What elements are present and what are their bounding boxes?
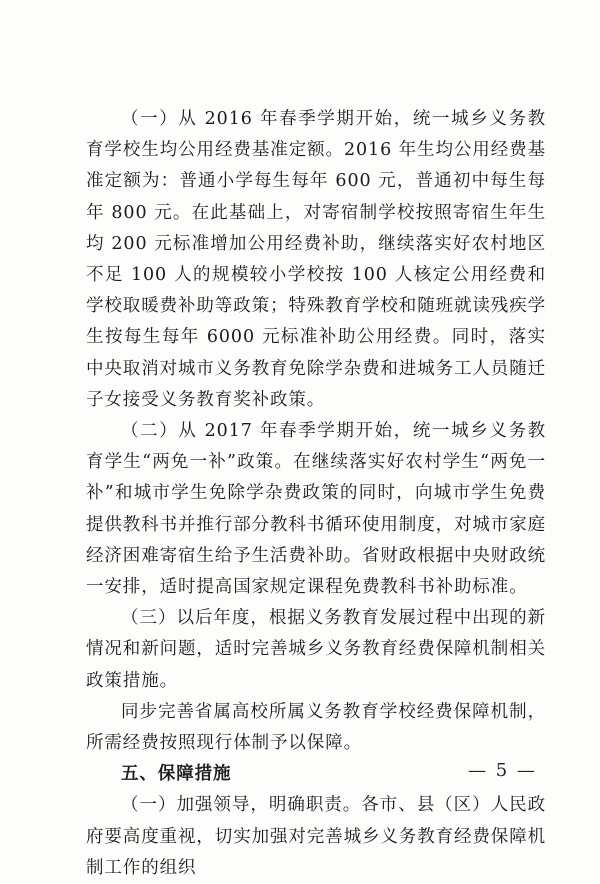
paragraph-future-years: （三）以后年度，根据义务教育发展过程中出现的新情况和新问题，适时完善城乡义务教育经费保障机制相关政策措施。 bbox=[86, 608, 546, 691]
section-heading-safeguards: 五、保障措施 bbox=[121, 764, 232, 785]
paragraph-two-exemptions: （二）从 2017 年春季学期开始，统一城乡义务教育学生“两免一补”政策。在继续落实好农村学生“两免一补”和城市学生免除学杂费政策的同时，向城市学生免费提供教科书并推行部分教科书循环使用制度，对城市家庭经济困难寄宿生给予生活费补助。省财政根据中央财政统一安排，适时提高国家规定课程免费教科书补助标准。 bbox=[86, 421, 546, 598]
page-number: — 5 — bbox=[468, 760, 537, 781]
paragraph-leadership: （一）加强领导，明确职责。各市、县（区）人民政府要高度重视，切实加强对完善城乡义务教育经费保障机制工作的组织 bbox=[86, 795, 546, 878]
paragraph-provincial-universities: 同步完善省属高校所属义务教育学校经费保障机制，所需经费按照现行体制予以保障。 bbox=[86, 701, 546, 754]
paragraph-public-funds: （一）从 2016 年春季学期开始，统一城乡义务教育学校生均公用经费基准定额。2016 年生均公用经费基准定额为：普通小学每生每年 600 元，普通初中每生每年 800 元。在此基础上，对寄宿制学校按照寄宿生年生均 200 元标准增加公用经费补助，继续落实好农村地区不足 100 人的规模较小学校按 100 人核定公用经费和学校取暖费补助等政策；特殊教育学校和随班就读残疾学生按每生每年 6000 元标准补助公用经费。同时，落实中央取消对城市义务教育免除学杂费和进城务工人员随迁子女接受义务教育奖补政策。 bbox=[86, 109, 546, 410]
